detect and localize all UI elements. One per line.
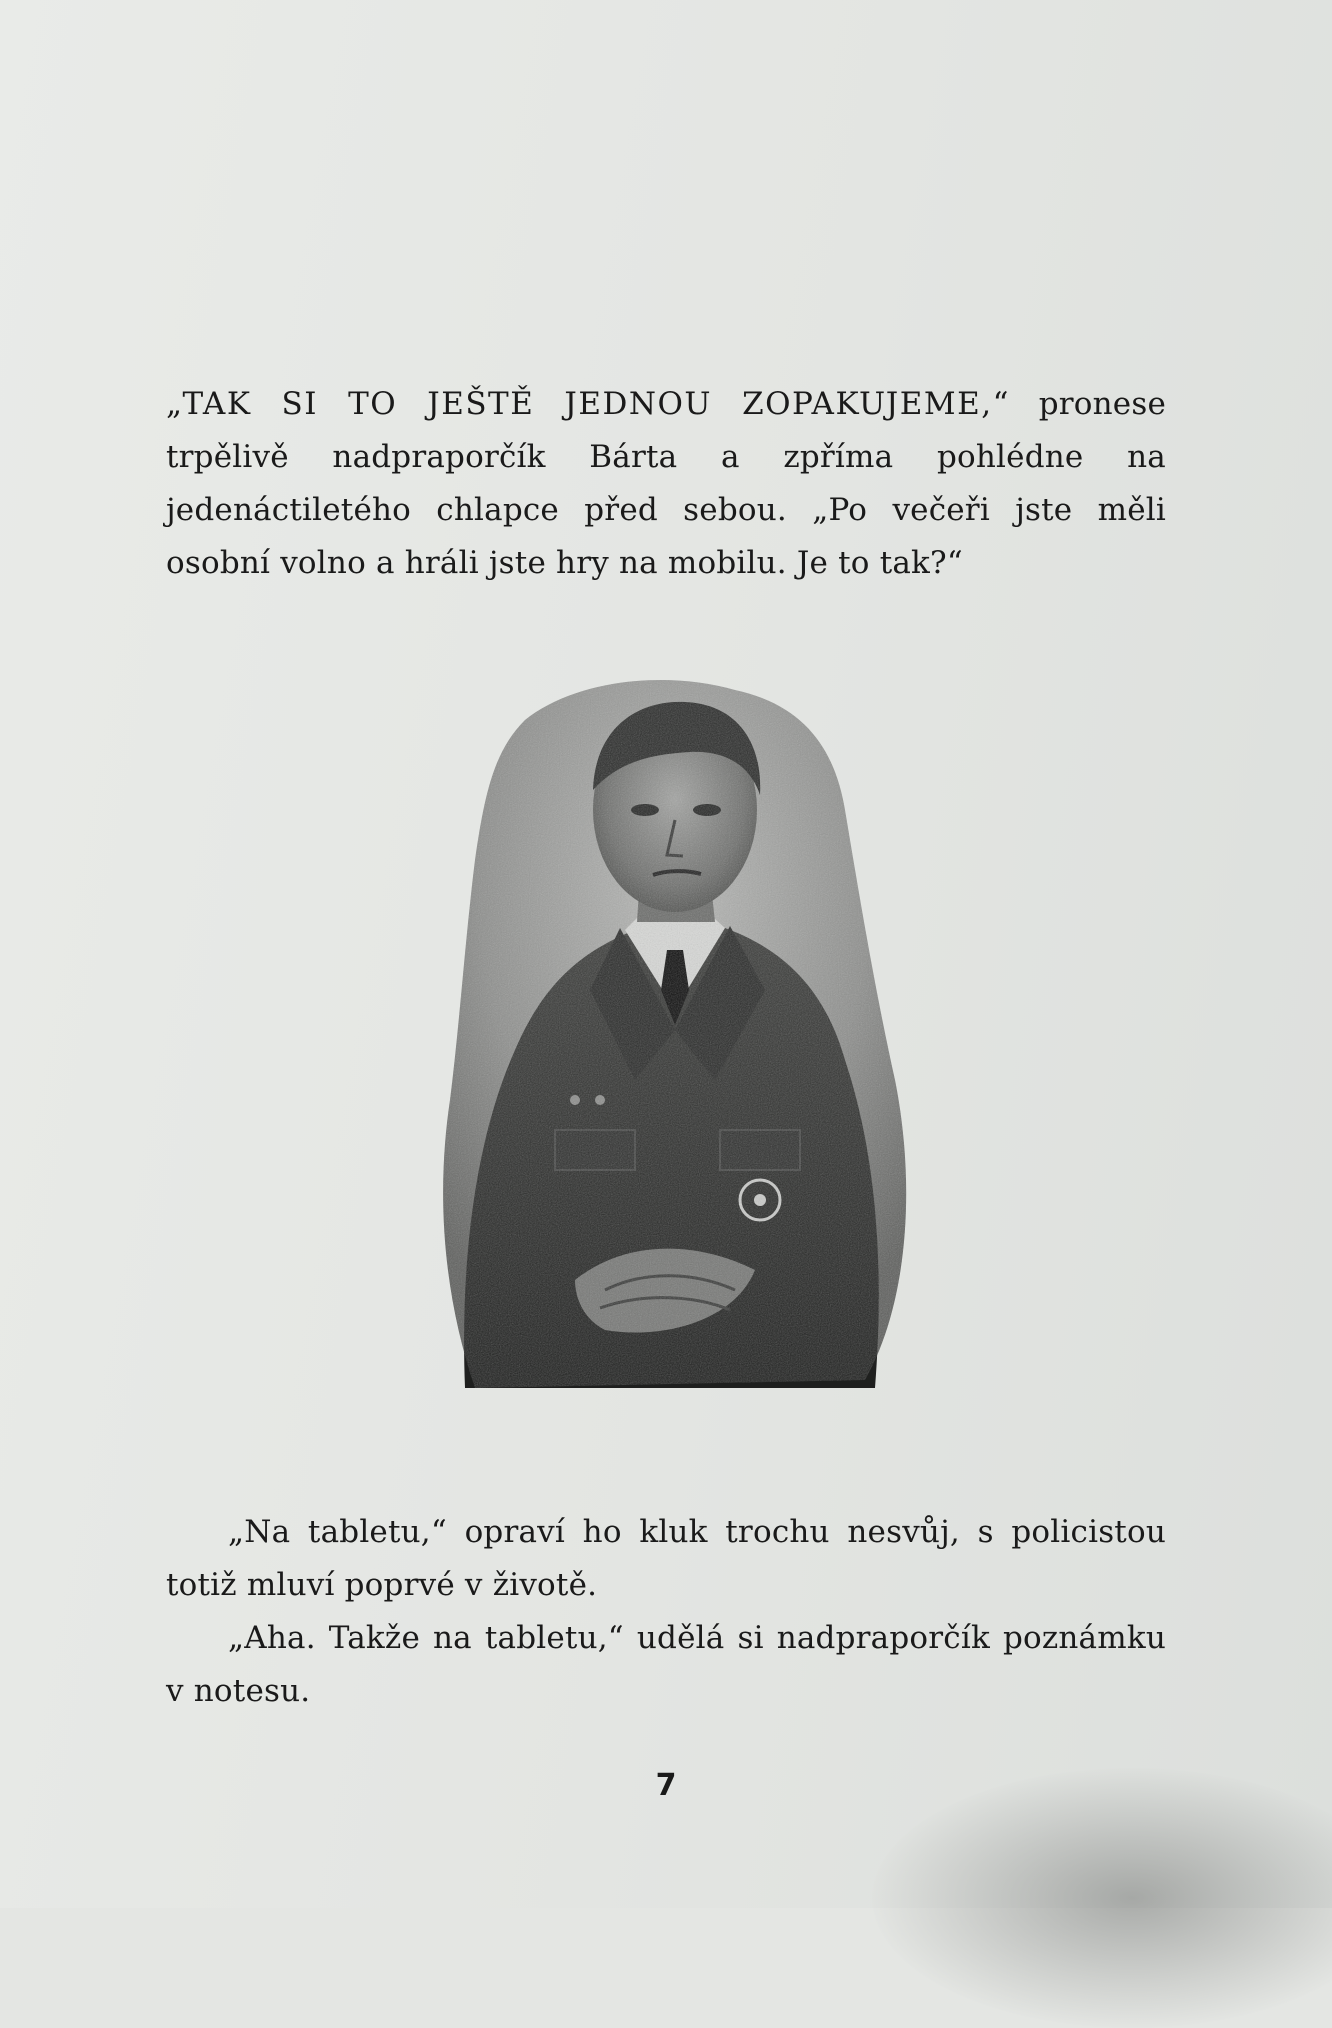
opening-caps: „TAK SI TO JEŠTĚ JEDNOU ZOPAKUJEME,“ bbox=[166, 386, 1010, 422]
reply-paragraph: „Na tabletu,“ opraví ho kluk trochu nesvůj, s policistou totiž mluví poprvé v životě. bbox=[166, 1514, 1166, 1603]
officer-illustration bbox=[405, 660, 945, 1420]
response-paragraph: „Aha. Takže na tabletu,“ udělá si nadpraporčík poznámku v notesu. bbox=[166, 1620, 1166, 1709]
dialogue-section bbox=[166, 1506, 1166, 1718]
opening-paragraph bbox=[166, 378, 1166, 590]
page-number: 7 bbox=[655, 1768, 677, 1803]
corner-shadow bbox=[872, 1768, 1332, 2028]
opening-text: pronese trpělivě nadpraporčík Bárta a zpříma pohlédne na jedenáctiletého chlapce před sebou. „Po večeři jste měli osobní volno a hráli jste hry na mobilu. Je to tak?“ bbox=[166, 386, 1166, 581]
